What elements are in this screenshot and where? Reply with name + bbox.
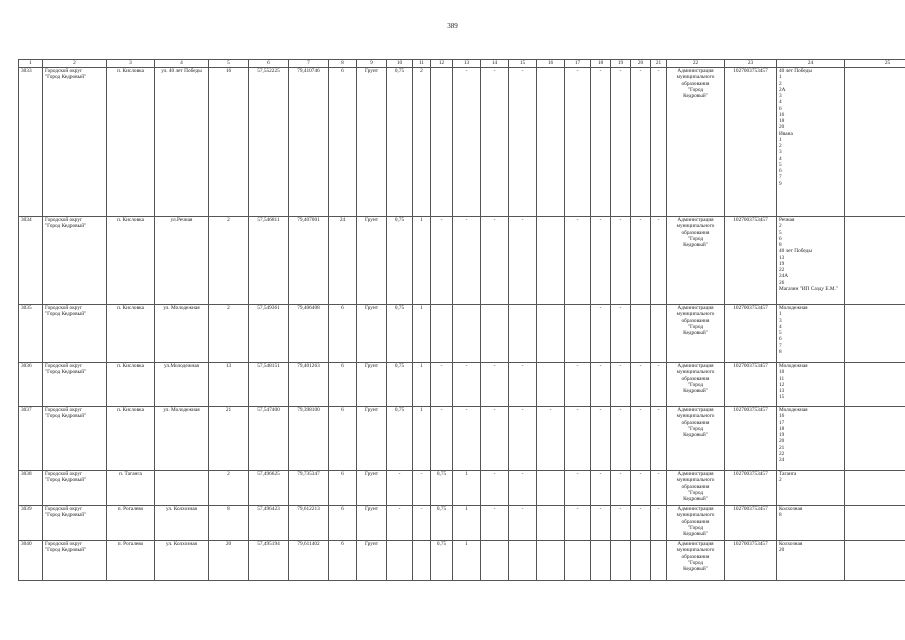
cell-street: ул. Колхозная xyxy=(155,506,209,541)
cell-c21 xyxy=(651,541,667,581)
cell-served-addresses: Молодежная 10 11 12 13 15 xyxy=(777,363,845,407)
table-row xyxy=(19,506,905,541)
col-header: 23 xyxy=(725,60,777,68)
cell-longitude: 79,611402 xyxy=(289,541,329,581)
col-header: 1 xyxy=(19,60,43,68)
cell-c16 xyxy=(537,68,565,217)
cell-ogrn: 1027003753457 xyxy=(725,363,777,407)
cell-c11: 1 xyxy=(413,407,431,471)
cell-c19 xyxy=(611,541,631,581)
cell-c18: - xyxy=(591,68,611,217)
cell-ogrn: 1027003753457 xyxy=(725,506,777,541)
cell-served-addresses: Колхозная 8 xyxy=(777,506,845,541)
col-header: 21 xyxy=(651,60,667,68)
cell-served-addresses: Таганга 2 xyxy=(777,471,845,506)
table-row xyxy=(19,217,905,305)
cell-row-id: 3039 xyxy=(19,506,43,541)
cell-c16: - xyxy=(537,407,565,471)
cell-c15: - xyxy=(509,471,537,506)
col-header: 4 xyxy=(155,60,209,68)
cell-served-addresses: Речная 2 5 6 8 40 лет Победы 13 19 22 24А 26 Магазин "ИП Сазду Е.М." xyxy=(777,217,845,305)
cell-settlement: п. Кисловка xyxy=(107,217,155,305)
cell-c19: - xyxy=(611,407,631,471)
cell-house-count: 16 xyxy=(209,68,249,217)
cell-c17: - xyxy=(565,363,591,407)
cell-house-count: 2 xyxy=(209,217,249,305)
cell-c18: - xyxy=(591,217,611,305)
cell-row-id: 3035 xyxy=(19,305,43,363)
cell-c19: - xyxy=(611,305,631,363)
cell-c10: 0,75 xyxy=(387,305,413,363)
cell-longitude: 79,735347 xyxy=(289,471,329,506)
table-row xyxy=(19,68,905,217)
register-table xyxy=(18,59,905,581)
cell-c13: - xyxy=(453,68,481,217)
cell-notes xyxy=(845,541,905,581)
cell-c11: - xyxy=(413,471,431,506)
cell-surface: Грунт xyxy=(357,68,387,217)
cell-c21: - xyxy=(651,68,667,217)
col-header: 22 xyxy=(667,60,725,68)
cell-latitude: 57,552225 xyxy=(249,68,289,217)
page-number: 389 xyxy=(447,22,458,30)
cell-owner: Администрация муниципального образования "Город Кедровый" xyxy=(667,68,725,217)
cell-municipality: Городской округ "Город Кедровый" xyxy=(43,305,107,363)
cell-c10: - xyxy=(387,471,413,506)
cell-c21: - xyxy=(651,407,667,471)
cell-c17: - xyxy=(565,407,591,471)
cell-served-addresses: 40 лет Победы 1 2 2А 3 4 6 16 18 20 Ивана 1 2 3 4 5 6 7 9 xyxy=(777,68,845,217)
cell-c12: - xyxy=(431,363,453,407)
col-header: 6 xyxy=(249,60,289,68)
cell-house-count: 13 xyxy=(209,363,249,407)
cell-municipality: Городской округ "Город Кедровый" xyxy=(43,363,107,407)
cell-served-addresses: Молодежная 1 3 4 5 6 7 8 xyxy=(777,305,845,363)
col-header: 19 xyxy=(611,60,631,68)
cell-c14: - xyxy=(481,471,509,506)
cell-c15: - xyxy=(509,407,537,471)
cell-c20: - xyxy=(631,471,651,506)
cell-c18: - xyxy=(591,363,611,407)
table-row xyxy=(19,471,905,506)
cell-c15 xyxy=(509,305,537,363)
cell-notes xyxy=(845,471,905,506)
cell-notes xyxy=(845,363,905,407)
cell-municipality: Городской округ "Город Кедровый" xyxy=(43,407,107,471)
cell-area: 6 xyxy=(329,471,357,506)
cell-c14: - xyxy=(481,68,509,217)
cell-c21 xyxy=(651,305,667,363)
cell-c14 xyxy=(481,541,509,581)
cell-c21: - xyxy=(651,471,667,506)
cell-surface: Грунт xyxy=(357,506,387,541)
cell-row-id: 3038 xyxy=(19,471,43,506)
header-row xyxy=(19,60,905,68)
table-row xyxy=(19,305,905,363)
cell-settlement: п. Кисловка xyxy=(107,68,155,217)
cell-c14: - xyxy=(481,363,509,407)
col-header: 20 xyxy=(631,60,651,68)
cell-c10 xyxy=(387,541,413,581)
cell-settlement: п. Кисловка xyxy=(107,363,155,407)
cell-owner: Администрация муниципального образования "Город Кедровый" xyxy=(667,407,725,471)
cell-c21: - xyxy=(651,506,667,541)
cell-c16 xyxy=(537,217,565,305)
cell-c15: - xyxy=(509,363,537,407)
cell-notes xyxy=(845,305,905,363)
cell-c10: 0,75 xyxy=(387,363,413,407)
cell-c10: 0,75 xyxy=(387,407,413,471)
cell-owner: Администрация муниципального образования "Город Кедровый" xyxy=(667,506,725,541)
cell-row-id: 3034 xyxy=(19,217,43,305)
cell-notes xyxy=(845,506,905,541)
cell-c11 xyxy=(413,541,431,581)
cell-latitude: 57,496625 xyxy=(249,471,289,506)
cell-c12: 0,75 xyxy=(431,506,453,541)
cell-c20: - xyxy=(631,217,651,305)
cell-ogrn: 1027003753457 xyxy=(725,305,777,363)
col-header: 10 xyxy=(387,60,413,68)
cell-c19: - xyxy=(611,363,631,407)
cell-c18: - xyxy=(591,506,611,541)
cell-house-count: 20 xyxy=(209,541,249,581)
cell-c10: - xyxy=(387,506,413,541)
cell-c13: 1 xyxy=(453,506,481,541)
cell-notes xyxy=(845,68,905,217)
cell-area: 6 xyxy=(329,68,357,217)
cell-c16 xyxy=(537,471,565,506)
cell-longitude: 79,406408 xyxy=(289,305,329,363)
cell-c17: - xyxy=(565,217,591,305)
cell-c16 xyxy=(537,363,565,407)
cell-c15: - xyxy=(509,68,537,217)
col-header: 7 xyxy=(289,60,329,68)
cell-area: 6 xyxy=(329,506,357,541)
cell-municipality: Городской округ "Город Кедровый" xyxy=(43,506,107,541)
cell-c20: - xyxy=(631,68,651,217)
cell-c18 xyxy=(591,541,611,581)
cell-c21: - xyxy=(651,217,667,305)
cell-row-id: 3037 xyxy=(19,407,43,471)
cell-longitude: 79,398100 xyxy=(289,407,329,471)
cell-c16 xyxy=(537,541,565,581)
cell-street: ул.Молодежная xyxy=(155,363,209,407)
cell-notes xyxy=(845,407,905,471)
cell-c20: - xyxy=(631,363,651,407)
col-header: 24 xyxy=(777,60,845,68)
cell-area: 6 xyxy=(329,363,357,407)
cell-ogrn: 1027003753457 xyxy=(725,541,777,581)
cell-c10: 0,75 xyxy=(387,68,413,217)
cell-longitude: 79,612213 xyxy=(289,506,329,541)
cell-c20 xyxy=(631,541,651,581)
cell-longitude: 79,401263 xyxy=(289,363,329,407)
cell-c19: - xyxy=(611,506,631,541)
cell-street: ул. Колхозная xyxy=(155,541,209,581)
cell-house-count: 2 xyxy=(209,305,249,363)
cell-street: ул.Речная xyxy=(155,217,209,305)
cell-c18: - xyxy=(591,471,611,506)
cell-c16 xyxy=(537,305,565,363)
col-header: 13 xyxy=(453,60,481,68)
cell-notes xyxy=(845,217,905,305)
cell-house-count: 8 xyxy=(209,506,249,541)
cell-c13: - xyxy=(453,217,481,305)
cell-c11: 1 xyxy=(413,217,431,305)
cell-latitude: 57,548151 xyxy=(249,363,289,407)
cell-settlement: п. Кисловка xyxy=(107,305,155,363)
cell-c17: - xyxy=(565,506,591,541)
col-header: 14 xyxy=(481,60,509,68)
cell-c18: - xyxy=(591,305,611,363)
cell-area: 6 xyxy=(329,541,357,581)
cell-owner: Администрация муниципального образования "Город Кедровый" xyxy=(667,217,725,305)
cell-c12 xyxy=(431,305,453,363)
col-header: 17 xyxy=(565,60,591,68)
cell-c17: - xyxy=(565,471,591,506)
cell-c19: - xyxy=(611,217,631,305)
cell-street: ул. 40 лет Победы xyxy=(155,68,209,217)
cell-c12: 0,75 xyxy=(431,471,453,506)
cell-owner: Администрация муниципального образования "Город Кедровый" xyxy=(667,363,725,407)
col-header: 9 xyxy=(357,60,387,68)
cell-house-count: 21 xyxy=(209,407,249,471)
cell-surface: Грунт xyxy=(357,217,387,305)
cell-c16 xyxy=(537,506,565,541)
col-header: 25 xyxy=(845,60,905,68)
cell-settlement: п. Рогалево xyxy=(107,506,155,541)
col-header: 2 xyxy=(43,60,107,68)
cell-c17 xyxy=(565,305,591,363)
cell-c17: - xyxy=(565,68,591,217)
col-header: 15 xyxy=(509,60,537,68)
table-row xyxy=(19,541,905,581)
cell-street: ул. Молодежная xyxy=(155,305,209,363)
col-header: 8 xyxy=(329,60,357,68)
cell-municipality: Городской округ "Город Кедровый" xyxy=(43,217,107,305)
cell-house-count: 2 xyxy=(209,471,249,506)
cell-c17 xyxy=(565,541,591,581)
cell-c14: - xyxy=(481,407,509,471)
cell-street xyxy=(155,471,209,506)
cell-street: ул. Молодежная xyxy=(155,407,209,471)
cell-c12 xyxy=(431,68,453,217)
cell-c11: - xyxy=(413,506,431,541)
cell-c11: 2 xyxy=(413,68,431,217)
cell-ogrn: 1027003753457 xyxy=(725,68,777,217)
cell-municipality: Городской округ "Город Кедровый" xyxy=(43,471,107,506)
cell-settlement: п. Рогалево xyxy=(107,541,155,581)
cell-c14: - xyxy=(481,217,509,305)
cell-municipality: Городской округ "Город Кедровый" xyxy=(43,541,107,581)
cell-c15 xyxy=(509,541,537,581)
cell-c19: - xyxy=(611,471,631,506)
cell-row-id: 3036 xyxy=(19,363,43,407)
cell-c11: 1 xyxy=(413,363,431,407)
cell-c10: 0,75 xyxy=(387,217,413,305)
cell-area: 6 xyxy=(329,407,357,471)
cell-ogrn: 1027003753457 xyxy=(725,407,777,471)
cell-c13: 1 xyxy=(453,541,481,581)
cell-settlement: п. Кисловка xyxy=(107,407,155,471)
cell-c12: - xyxy=(431,407,453,471)
cell-c18: - xyxy=(591,407,611,471)
cell-c12: 0,75 xyxy=(431,541,453,581)
cell-surface: Грунт xyxy=(357,363,387,407)
cell-c19: - xyxy=(611,68,631,217)
cell-owner: Администрация муниципального образования "Город Кедровый" xyxy=(667,471,725,506)
cell-area: 6 xyxy=(329,305,357,363)
cell-c21: - xyxy=(651,363,667,407)
table-row xyxy=(19,407,905,471)
cell-ogrn: 1027003753457 xyxy=(725,217,777,305)
cell-latitude: 57,495194 xyxy=(249,541,289,581)
cell-served-addresses: Колхозная 20 xyxy=(777,541,845,581)
cell-surface: Грунт xyxy=(357,305,387,363)
cell-owner: Администрация муниципального образования "Город Кедровый" xyxy=(667,305,725,363)
cell-row-id: 3040 xyxy=(19,541,43,581)
cell-surface: Грунт xyxy=(357,471,387,506)
col-header: 12 xyxy=(431,60,453,68)
cell-latitude: 57,496423 xyxy=(249,506,289,541)
table-row xyxy=(19,363,905,407)
cell-c12: - xyxy=(431,217,453,305)
cell-ogrn: 1027003753457 xyxy=(725,471,777,506)
cell-c20: - xyxy=(631,407,651,471)
cell-latitude: 57,549361 xyxy=(249,305,289,363)
col-header: 18 xyxy=(591,60,611,68)
cell-area: 24 xyxy=(329,217,357,305)
cell-longitude: 79,410746 xyxy=(289,68,329,217)
cell-settlement: п. Таганга xyxy=(107,471,155,506)
cell-c13 xyxy=(453,305,481,363)
cell-served-addresses: Молодежная 16 17 18 19 20 21 22 24 xyxy=(777,407,845,471)
cell-c15: - xyxy=(509,217,537,305)
cell-owner: Администрация муниципального образования "Город Кедровый" xyxy=(667,541,725,581)
cell-surface: Грунт xyxy=(357,541,387,581)
cell-municipality: Городской округ "Город Кедровый" xyxy=(43,68,107,217)
cell-longitude: 79,407001 xyxy=(289,217,329,305)
cell-latitude: 57,546811 xyxy=(249,217,289,305)
col-header: 5 xyxy=(209,60,249,68)
col-header: 16 xyxy=(537,60,565,68)
col-header: 11 xyxy=(413,60,431,68)
cell-c13: - xyxy=(453,407,481,471)
cell-row-id: 3033 xyxy=(19,68,43,217)
cell-c14: - xyxy=(481,506,509,541)
cell-c13: 1 xyxy=(453,471,481,506)
cell-c11: 1 xyxy=(413,305,431,363)
col-header: 3 xyxy=(107,60,155,68)
cell-c20 xyxy=(631,305,651,363)
cell-c14 xyxy=(481,305,509,363)
cell-surface: Грунт xyxy=(357,407,387,471)
cell-latitude: 57,547400 xyxy=(249,407,289,471)
cell-c15: - xyxy=(509,506,537,541)
cell-c20: - xyxy=(631,506,651,541)
cell-c13: - xyxy=(453,363,481,407)
